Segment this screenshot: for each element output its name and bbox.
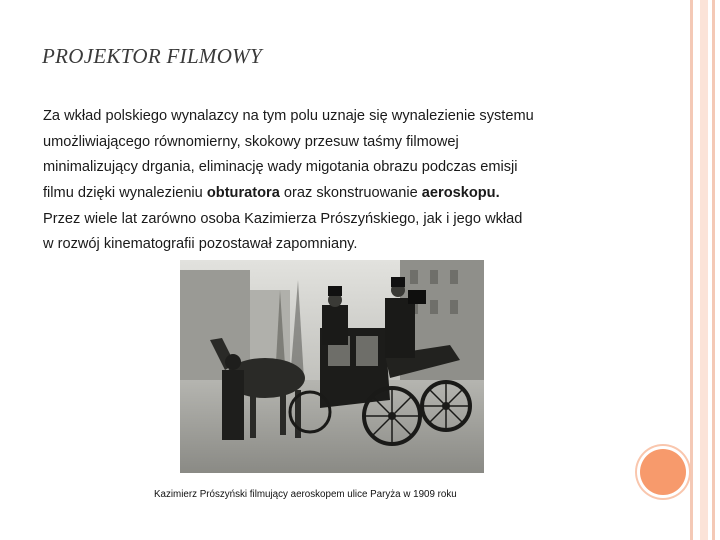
term-aeroscope: aeroskopu.: [421, 185, 500, 202]
body-line: Przez wiele lat zarówno osoba Kazimierza Prószyńskiego, jak i jego wkład: [43, 210, 523, 227]
photo-illustration: [180, 260, 484, 473]
decor-stripe: [690, 0, 693, 540]
body-line: w rozwój kinematografii pozostawał zapomniany.: [43, 236, 358, 253]
decor-stripe: [712, 0, 715, 540]
historical-photo: [180, 260, 484, 473]
body-text: [43, 104, 643, 258]
body-line: Za wkład polskiego wynalazcy na tym polu uznaje się wynalezienie systemu: [43, 108, 534, 124]
slide-title: PROJEKTOR FILMOWY: [42, 44, 262, 68]
body-line: minimalizujący drgania, eliminację wady migotania obrazu podczas emisji: [43, 159, 518, 176]
body-line: umożliwiającego równomierny, skokowy przesuw taśmy filmowej: [43, 133, 459, 150]
term-obturator: obturatora: [206, 185, 280, 202]
body-text-segment: oraz skonstruowanie: [279, 185, 422, 202]
body-line: [43, 181, 643, 207]
body-text-segment: filmu dzięki wynalezieniu: [43, 185, 207, 202]
decor-circle: [640, 449, 686, 495]
photo-caption: Kazimierz Prószyński filmujący aeroskopem ulice Paryża w 1909 roku: [154, 489, 457, 500]
decor-stripe: [700, 0, 708, 540]
